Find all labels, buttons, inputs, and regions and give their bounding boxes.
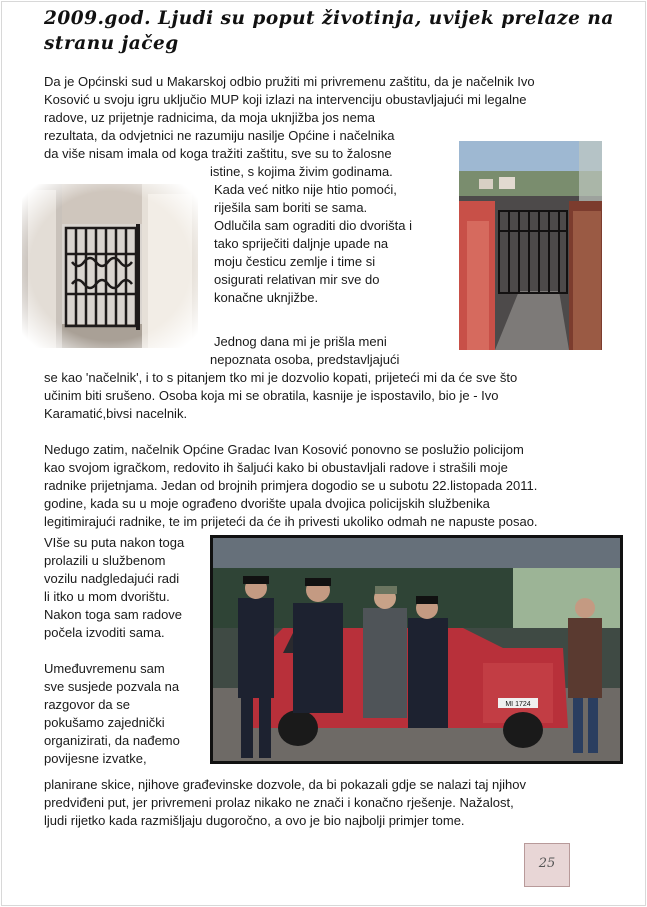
text-line: osigurati relativan mir sve do <box>214 272 380 287</box>
text-line: rezultata, da odvjetnici ne razumiju nasilje Općine i načelnika <box>44 128 395 143</box>
text-line: tako spriječiti daljnje upade na <box>214 236 389 251</box>
text-line: Nedugo zatim, načelnik Općine Gradac Ivan Kosović ponovno se poslužio policijom <box>44 442 524 457</box>
text-line: Nakon toga sam radove <box>44 607 183 622</box>
police-scene-photo <box>210 535 623 764</box>
text-line: istine, s kojima živim godinama. <box>210 164 393 179</box>
gate-photo-left <box>22 184 198 348</box>
text-line: da više nisam imala od koga tražiti zaštitu, sve su to žalosne <box>44 146 392 161</box>
page-title <box>44 6 634 56</box>
text-line: radnike prijetnjama. Jedan od brojnih primjera dogodio se u subotu 22.listopada 2011. <box>44 478 538 493</box>
text-line: godine, kada su u moje ograđeno dvorište upala dvojica policijskih službenika <box>44 496 490 511</box>
text-line: Jednog dana mi je prišla meni <box>214 334 387 349</box>
text-line: riješila sam boriti se sama. <box>214 200 368 215</box>
text-line: Odlučila sam ograditi dio dvorišta i <box>214 218 412 233</box>
text-line: sve susjede pozvala na <box>44 679 180 694</box>
text-line: Umeđuvremenu sam <box>44 661 165 676</box>
title-line-1: 2009.god. Ljudi su poput životinja, uvijek prelaze na <box>44 8 614 29</box>
text-line: prolazili u službenom <box>44 553 166 568</box>
text-line: Da je Općinski sud u Makarskoj odbio pružiti mi privremenu zaštitu, da je načelnik Ivo <box>44 74 535 89</box>
text-line: učinim biti srušeno. Osoba koja mi se obratila, kasnije je ispostavilo, bio je - Ivo <box>44 388 499 403</box>
text-line: konačne uknjižbe. <box>214 290 319 305</box>
text-line: počela izvoditi sama. <box>44 625 165 640</box>
text-line: legitimirajući radnike, te im prijeteći da će ih privesti ukoliko odmah ne napuste posao. <box>44 514 538 529</box>
text-line: se kao 'načelnik', i to s pitanjem tko mi je dozvolio kopati, prijeteći mi da će sve što <box>44 370 518 385</box>
text-line: kao svojom igračkom, redovito ih šaljući kako bi obustavljali radove i strašili moje <box>44 460 508 475</box>
text-line: ljudi rijetko kada razmišljaju dugoročno, a ovo je bio najbolji primjer tome. <box>44 813 465 828</box>
license-plate: MI 1724 <box>505 701 531 708</box>
text-line: VIše su puta nakon toga <box>44 535 185 550</box>
text-line: moju česticu zemlje i time si <box>214 254 376 269</box>
title-line-2: stranu jačeg <box>44 33 179 54</box>
gate-photo-right <box>459 141 602 350</box>
text-line: organizirati, da nađemo <box>44 733 180 748</box>
text-line: Kada već nitko nije htio pomoći, <box>214 182 397 197</box>
page-number: 25 <box>524 843 570 887</box>
text-line: pokušamo zajednički <box>44 715 165 730</box>
text-line: povijesne izvatke, <box>44 751 147 766</box>
text-line: Karamatić,bivsi nacelnik. <box>44 406 188 421</box>
text-line: Kosović u svoju igru uključio MUP koji izlazi na intervenciju obustavljajući mi legalne <box>44 92 527 107</box>
text-line: vozilu nadgledajući radi <box>44 571 180 586</box>
text-line: razgovor da se <box>44 697 130 712</box>
text-line: predviđeni put, jer privremeni prolaz nikako ne znači i konačno rješenje. Nažalost, <box>44 795 514 810</box>
text-line: radove, uz prijetnje radnicima, da moja uknjižba jos nema <box>44 110 375 125</box>
text-line: nepoznata osoba, predstavljajući <box>210 352 400 367</box>
text-line: planirane skice, njihove građevinske dozvole, da bi pokazali gdje se nalazi taj njihov <box>44 777 527 792</box>
text-line: li itko u mom dvorištu. <box>44 589 170 604</box>
